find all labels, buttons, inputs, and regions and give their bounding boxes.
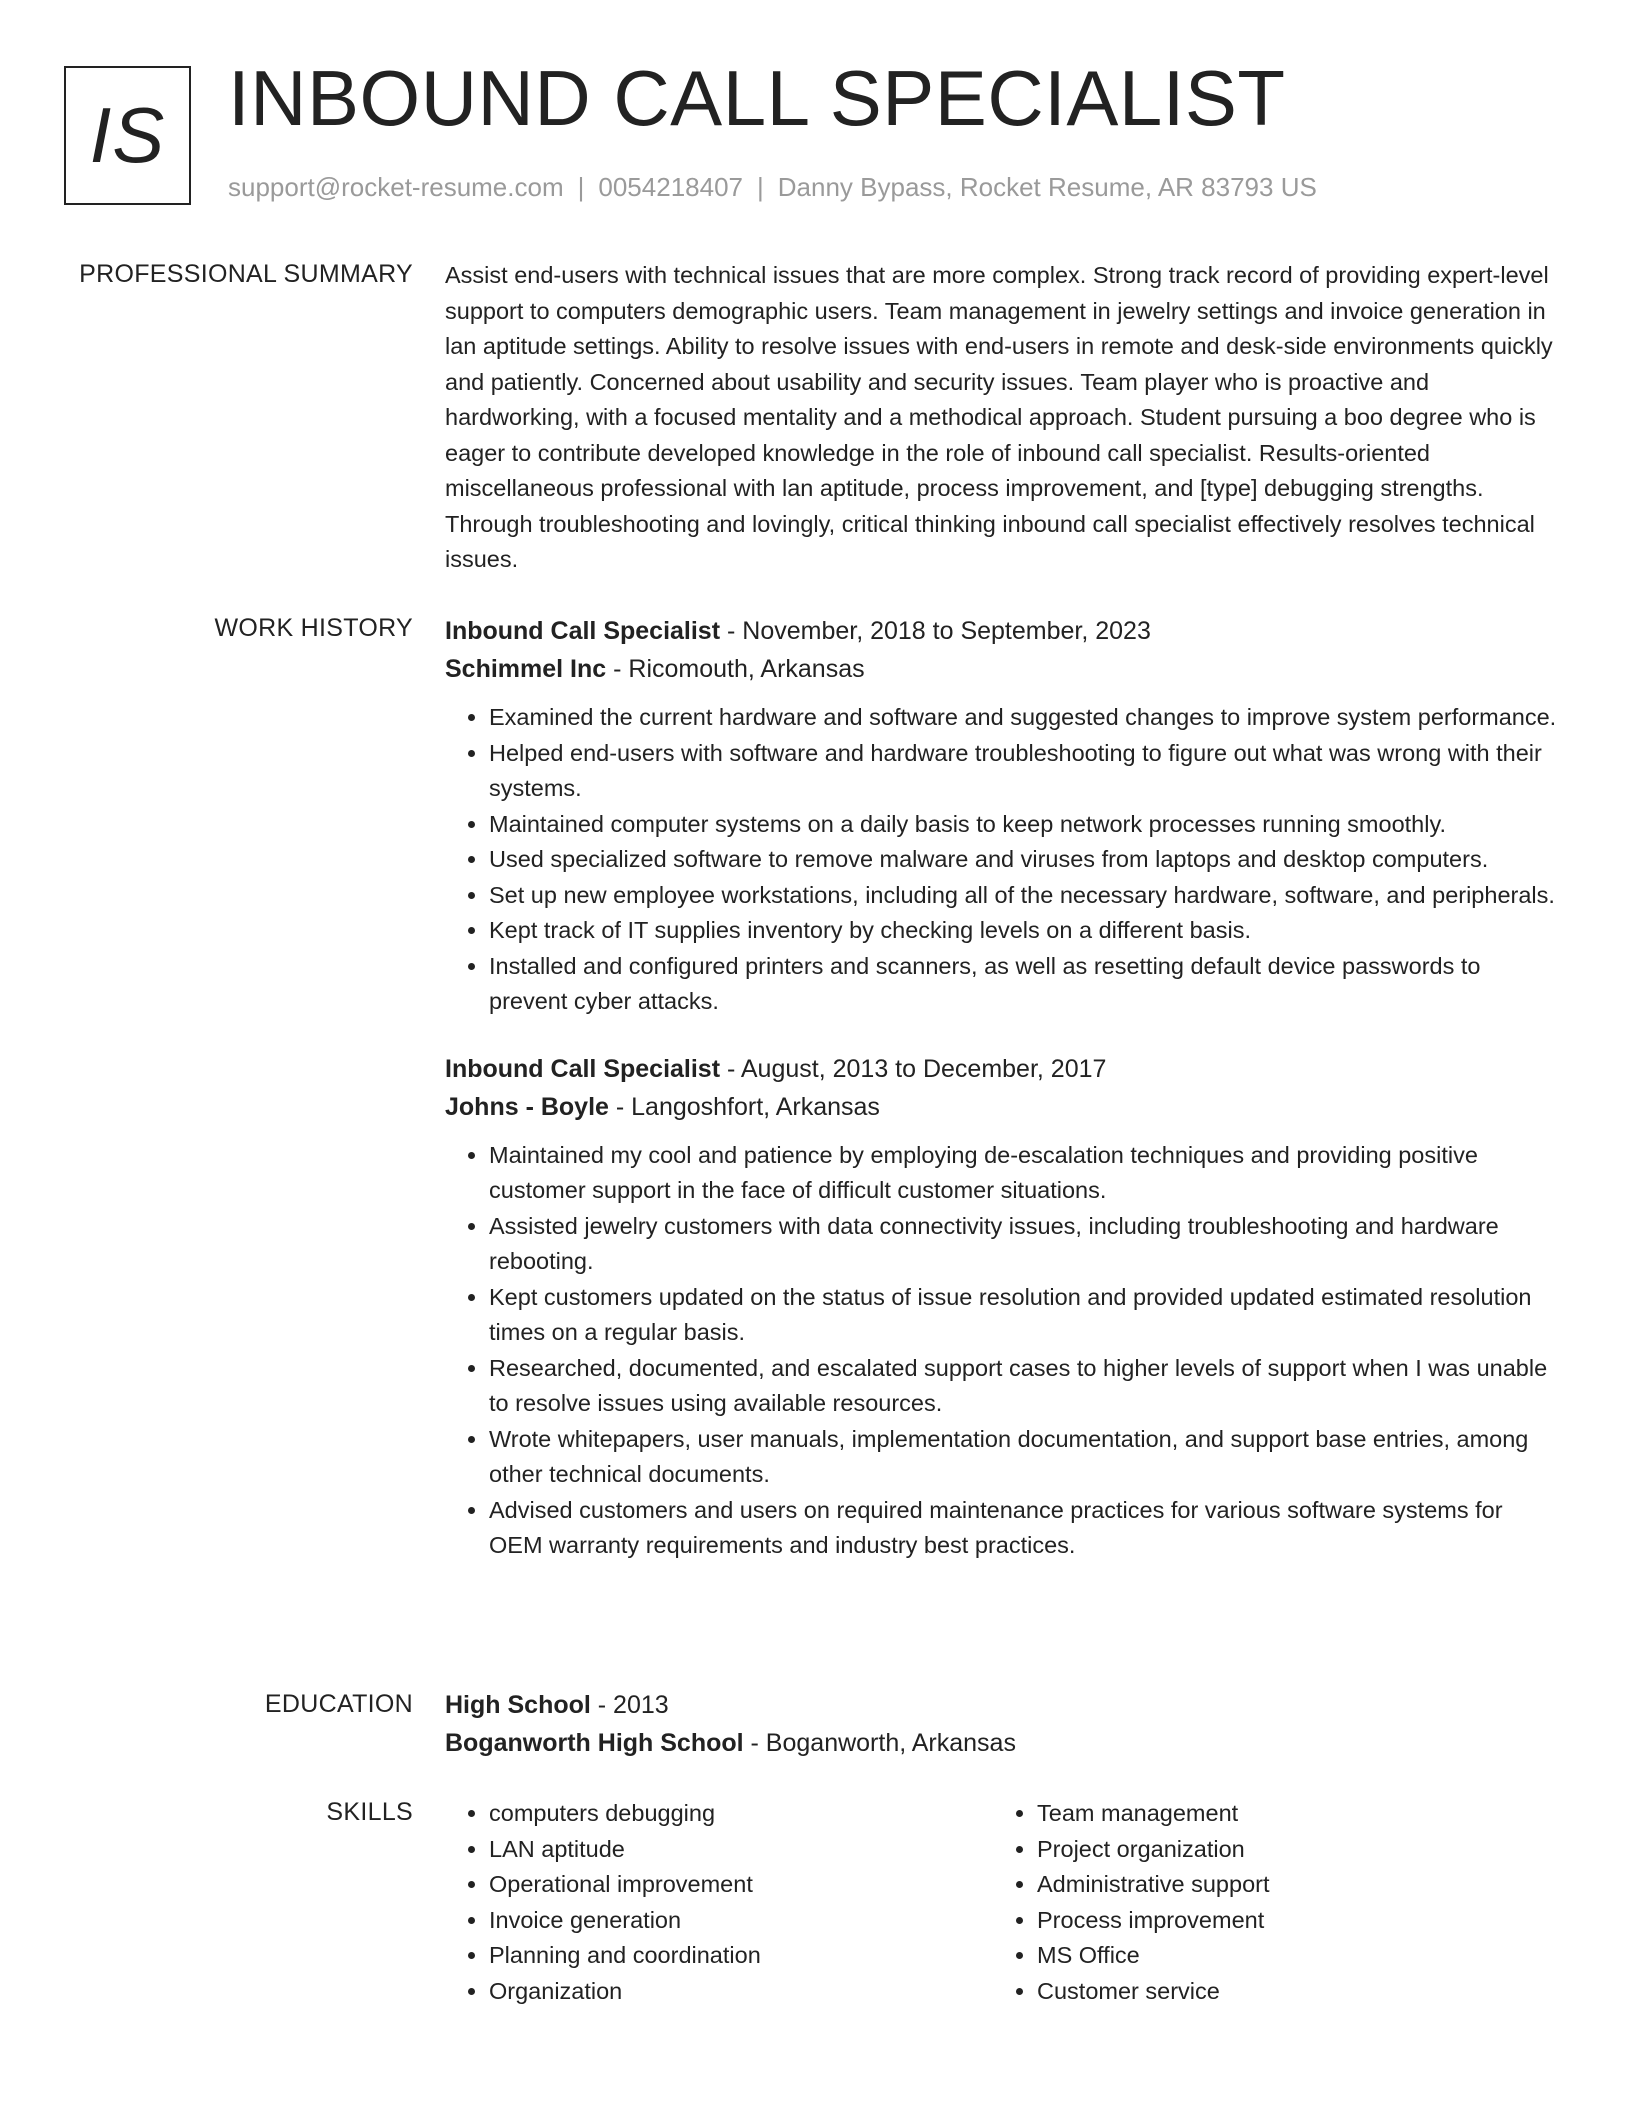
list-item: • Advised customers and users on required maintenance practices for various software systems for OEM warranty requirements and industry best practices. bbox=[489, 1493, 1560, 1564]
skill-item: • Planning and coordination bbox=[489, 1938, 993, 1974]
skills-heading: SKILLS bbox=[326, 1798, 413, 1826]
list-item: • Set up new employee workstations, including all of the necessary hardware, software, and peripherals. bbox=[489, 878, 1560, 914]
contact-email[interactable]: support@rocket-resume.com bbox=[228, 172, 564, 202]
job-company: Johns - Boyle bbox=[445, 1092, 609, 1121]
job-dates: - November, 2018 to September, 2023 bbox=[720, 617, 1151, 645]
monogram-badge bbox=[64, 66, 191, 205]
summary-heading: PROFESSIONAL SUMMARY bbox=[79, 260, 413, 288]
job-title-line bbox=[445, 1050, 1560, 1088]
list-item: • Researched, documented, and escalated support cases to higher levels of support when I was unable to resolve issues using available resources. bbox=[489, 1351, 1560, 1422]
education-school: Boganworth High School bbox=[445, 1729, 744, 1757]
job-location: - Ricomouth, Arkansas bbox=[606, 655, 865, 683]
list-item: • Maintained my cool and patience by employing de-escalation techniques and providing positive customer support in the face of difficult customer situations. bbox=[489, 1138, 1560, 1209]
skill-item: • Administrative support bbox=[1037, 1867, 1270, 1903]
contact-address: Danny Bypass, Rocket Resume, AR 83793 US bbox=[777, 172, 1317, 202]
list-item: • Wrote whitepapers, user manuals, implementation documentation, and support base entries, among other technical documents. bbox=[489, 1422, 1560, 1493]
job-title: Inbound Call Specialist bbox=[445, 1054, 721, 1083]
skill-item: • Project organization bbox=[1037, 1832, 1270, 1868]
skill-item: • MS Office bbox=[1037, 1938, 1270, 1974]
list-item: • Kept customers updated on the status of issue resolution and provided updated estimated resolution times on a regular basis. bbox=[489, 1280, 1560, 1351]
skill-item: • computers debugging bbox=[489, 1796, 993, 1832]
summary-body bbox=[445, 258, 1560, 578]
skills-columns bbox=[445, 1796, 1560, 2009]
job-title: Inbound Call Specialist bbox=[445, 617, 721, 645]
skills-body bbox=[445, 1796, 1560, 2009]
job-entry bbox=[445, 612, 1560, 1020]
skill-item: • Invoice generation bbox=[489, 1903, 993, 1939]
page-title: INBOUND CALL SPECIALIST bbox=[228, 54, 1286, 142]
education-school-line bbox=[445, 1724, 1560, 1762]
summary-text: Assist end-users with technical issues that are more complex. Strong track record of providing expert-level support to computers demographic users. Team management in jewelry settings and invoice generation in lan aptitude settings. Ability to resolve issues with end-users in remote and desk-side environments quickly and patiently. Concerned about usability and security issues. Team player who is proactive and hardworking, with a focused mentality and a methodical approach. Student pursuing a boo degree who is eager to contribute developed knowledge in the role of inbound call specialist. Results-oriented miscellaneous professional with lan aptitude, process improvement, and [type] debugging strengths. Through troubleshooting and lovingly, critical thinking inbound call specialist effectively resolves technical issues. bbox=[445, 262, 1553, 572]
monogram-text: IS bbox=[89, 91, 166, 179]
work-history-body bbox=[445, 612, 1560, 1564]
list-item: • Examined the current hardware and software and suggested changes to improve system performance. bbox=[489, 700, 1560, 736]
education-location: - Boganworth, Arkansas bbox=[743, 1729, 1016, 1757]
education-degree: High School bbox=[445, 1691, 591, 1719]
contact-separator: | bbox=[577, 172, 585, 202]
skills-list-left bbox=[445, 1796, 993, 2009]
education-body bbox=[445, 1686, 1560, 1762]
work-history-heading: WORK HISTORY bbox=[214, 614, 413, 642]
list-item: • Assisted jewelry customers with data connectivity issues, including troubleshooting and hardware rebooting. bbox=[489, 1209, 1560, 1280]
contact-phone[interactable]: 0054218407 bbox=[598, 172, 743, 202]
skill-item: • Operational improvement bbox=[489, 1867, 993, 1903]
skill-item: • Organization bbox=[489, 1974, 993, 2010]
list-item: • Kept track of IT supplies inventory by checking levels on a different basis. bbox=[489, 913, 1560, 949]
job-company-line bbox=[445, 650, 1560, 688]
skill-item: • Customer service bbox=[1037, 1974, 1270, 2010]
job-dates: - August, 2013 to December, 2017 bbox=[720, 1054, 1107, 1083]
contact-separator: | bbox=[757, 172, 764, 202]
job-bullets bbox=[445, 700, 1560, 1020]
education-degree-line bbox=[445, 1686, 1560, 1724]
job-bullets bbox=[445, 1138, 1560, 1564]
education-year: - 2013 bbox=[590, 1691, 669, 1719]
list-item: • Used specialized software to remove malware and viruses from laptops and desktop computers. bbox=[489, 842, 1560, 878]
contact-line bbox=[228, 172, 1317, 203]
skill-item: • LAN aptitude bbox=[489, 1832, 993, 1868]
skill-item: • Team management bbox=[1037, 1796, 1270, 1832]
list-item: • Helped end-users with software and hardware troubleshooting to figure out what was wrong with their systems. bbox=[489, 736, 1560, 807]
list-item: • Installed and configured printers and scanners, as well as resetting default device passwords to prevent cyber attacks. bbox=[489, 949, 1560, 1020]
skills-list-right bbox=[993, 1796, 1270, 2009]
job-company: Schimmel Inc bbox=[445, 655, 607, 683]
job-title-line bbox=[445, 612, 1560, 650]
job-company-line bbox=[445, 1088, 1560, 1126]
list-item: • Maintained computer systems on a daily basis to keep network processes running smoothly. bbox=[489, 807, 1560, 843]
education-heading: EDUCATION bbox=[264, 1690, 413, 1718]
skill-item: • Process improvement bbox=[1037, 1903, 1270, 1939]
job-entry bbox=[445, 1050, 1560, 1564]
job-location: - Langoshfort, Arkansas bbox=[608, 1092, 880, 1121]
